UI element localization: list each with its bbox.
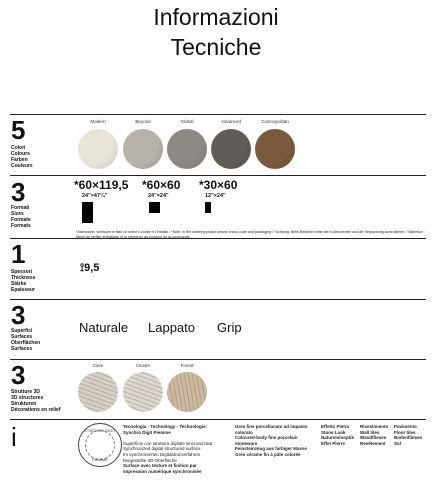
surfaces-count: 3 (11, 300, 26, 330)
info-floor-en: Floor tiles (394, 429, 416, 435)
format-shape-30x60 (205, 202, 211, 213)
structure-label-cave: Cave (92, 363, 104, 368)
color-swatch-modern (78, 129, 118, 169)
info-technology-en: Synchronized digital structured surface (123, 446, 201, 452)
divider (10, 359, 426, 360)
surfaces-label-de: Oberflächen (11, 340, 41, 346)
info-wall-it: Rivestimento (360, 424, 389, 429)
surfaces-label-fr: Surfaces (11, 346, 33, 352)
surfaces-label-en: Surfaces (11, 334, 33, 340)
info-material-fr: Grès cérame fin à pâte colorée (235, 451, 301, 457)
info-floor (394, 424, 426, 446)
structure-swatch-cluster (123, 372, 163, 412)
title-line-1: Informazioni (153, 4, 279, 30)
format-shape-60x119 (82, 202, 93, 223)
color-swatch-global (167, 129, 207, 169)
formats-note: *Attenzione: verificare in fase di ordine il codice e l'imballo / *Note: In the ordering phase please check code and packaging / *Achtung: Beim Bestellen bitte die Kodenummer und die Verpackung kontrollieren / *Attention : Merci de vérifier emballage et la référence au moment de la commande (76, 230, 425, 239)
info-floor-de: Bodenfliesen (394, 435, 423, 441)
colors-label-en: Colours (11, 151, 30, 157)
structures-count: 3 (11, 360, 26, 390)
formats-count: 3 (11, 177, 26, 207)
structures-label-en: 3D structures (11, 395, 44, 401)
info-technology (123, 424, 223, 474)
title-line-2: Tecniche (170, 34, 262, 60)
info-technology-fr1: Surface avec texture et finition par (123, 463, 197, 469)
divider (10, 114, 426, 115)
format-shape-60x60 (149, 202, 160, 213)
formats-label-en: Sizes (11, 211, 24, 217)
format-label-30x60: *30×60 (199, 178, 238, 192)
swatch-label-modern: Modern (90, 119, 106, 124)
swatch-label-cosmopolitan: Cosmopolitan (261, 119, 289, 124)
format-sub-30x60: 12"×24" (205, 193, 226, 199)
swatch-label-global: Global (180, 119, 194, 124)
format-label-60x60: *60×60 (142, 178, 181, 192)
divider (10, 175, 426, 176)
stamp-bottom-text: PIEMME (92, 457, 108, 462)
thickness-label-en: Thickness (11, 275, 36, 281)
info-material (235, 424, 317, 458)
page-title (0, 2, 432, 62)
surface-lappato: Lappato (148, 320, 195, 335)
thickness-labels (11, 269, 35, 293)
info-look-fr: Effet Pierre (321, 440, 346, 446)
structures-label-it: Strutture 3D (11, 389, 40, 395)
structure-swatch-cave (78, 372, 118, 412)
swatch-label-advanced: Advanced (220, 119, 241, 124)
info-look (321, 424, 355, 446)
thickness-label-fr: Epaisseur (11, 287, 35, 293)
stamp-inner-ring (85, 430, 115, 460)
divider (10, 299, 426, 300)
colors-label-fr: Couleurs (11, 163, 33, 169)
swatch-label-beyond: Beyond (135, 119, 151, 124)
color-swatch-beyond (123, 129, 163, 169)
color-swatch-advanced (211, 129, 251, 169)
info-technology-fr2: impression numérique synchronisée (123, 468, 202, 474)
info-look-en: Stone Look (321, 429, 346, 435)
info-floor-fr: Sol (394, 440, 402, 446)
info-icon: i (11, 422, 17, 452)
info-wall-en: Wall tiles (360, 429, 380, 435)
thickness-count: 1 (11, 239, 26, 269)
info-technology-de1: Im synchronierten Digitaldrucverfahren (123, 451, 201, 457)
stamp-top-text: SYNCHRO DIGIT (84, 428, 116, 433)
info-floor-it: Pavimento (394, 424, 417, 429)
surface-grip: Grip (217, 320, 242, 335)
formats-labels (11, 205, 31, 229)
info-wall-de: Wandfliesen (360, 435, 387, 441)
info-material-en: Coloured-body fine porcelain stoneware (235, 435, 298, 446)
surfaces-label-it: Superfici (11, 328, 33, 334)
colors-label-it: Colori (11, 145, 26, 151)
divider (10, 238, 426, 239)
surface-naturale: Naturale (79, 320, 129, 335)
info-look-it: Effetto Pietra (321, 424, 350, 429)
colors-labels (11, 145, 33, 169)
structures-label-fr: Décorations en relief (11, 407, 61, 413)
formats-label-it: Formati (11, 205, 30, 211)
info-wall-fr: Revêtement (360, 440, 386, 446)
format-label-60x119: *60×119,5 (74, 178, 129, 192)
colors-label-de: Farben (11, 157, 28, 163)
structure-swatch-forest (167, 372, 207, 412)
info-technology-it: Superficie con struttura digitale sincronizzata (123, 440, 213, 446)
info-technology-name: Synchro Digit Piemme (123, 429, 171, 435)
info-wall (360, 424, 390, 446)
structure-label-cluster: Cluster (135, 363, 151, 368)
synchro-digit-stamp (78, 423, 122, 467)
surfaces-labels (11, 328, 40, 352)
thickness-label-it: Spessori (11, 269, 33, 275)
info-technology-de2: hergestellte 3D-Oberfläche (123, 457, 177, 463)
format-sub-60x60: 24"×24" (148, 193, 169, 199)
thickness-value: ⟟9,5 (80, 262, 100, 274)
formats-label-de: Formate (11, 217, 31, 223)
colors-count: 5 (11, 115, 26, 145)
structure-label-forest: Forest (180, 363, 194, 368)
info-look-de: Natursteinoptik (321, 435, 355, 441)
structures-label-de: Strukturen (11, 401, 37, 407)
color-swatch-cosmopolitan (255, 129, 295, 169)
formats-label-fr: Formats (11, 223, 31, 229)
structures-labels (11, 389, 60, 413)
info-material-de: Feinsteinzeug aus farbiger Masse (235, 446, 308, 452)
thickness-label-de: Stärke (11, 281, 27, 287)
format-sub-60x119: 24"×47¼" (82, 193, 108, 199)
info-technology-heading: Tecnologia - Technology - Technologie: (123, 424, 207, 429)
info-material-it: Gres fine porcellanato ad impasto colorato (235, 424, 308, 435)
divider (10, 419, 426, 420)
